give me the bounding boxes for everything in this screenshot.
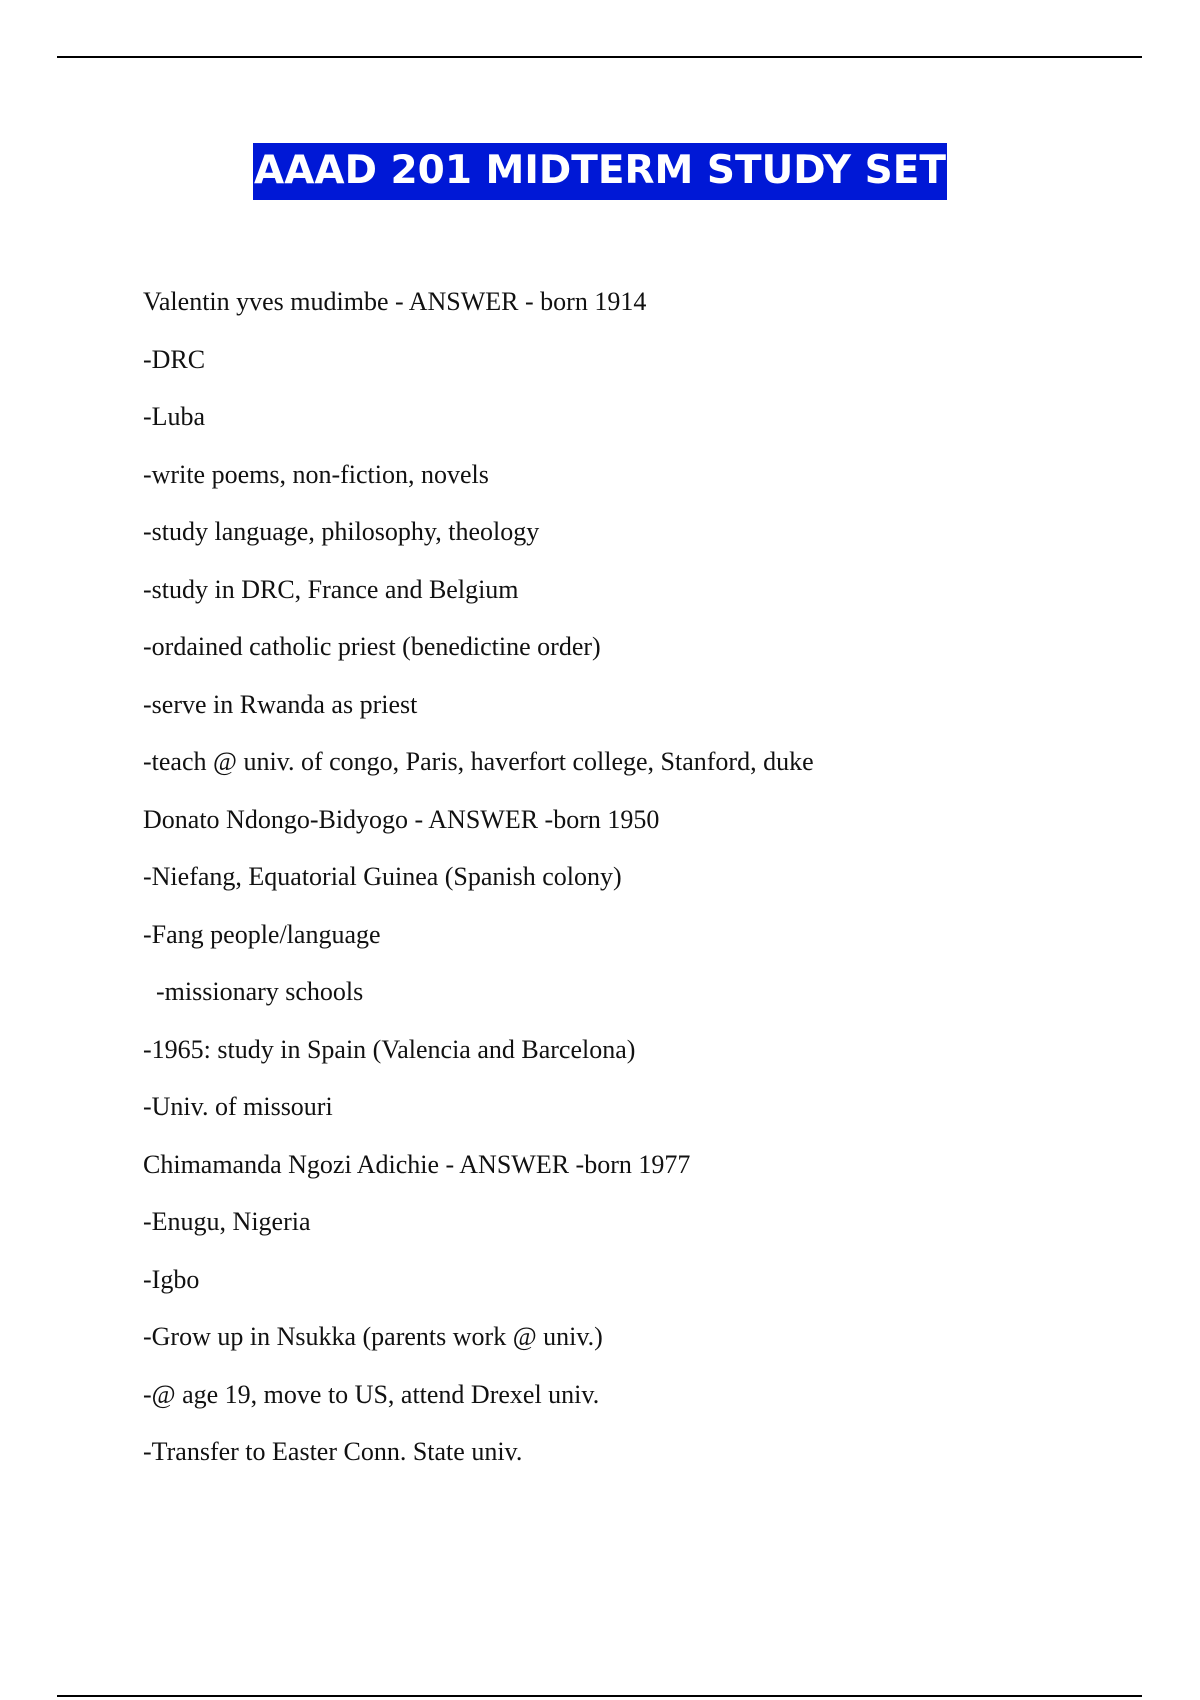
entry-detail-line: -missionary schools: [143, 977, 364, 1006]
entry-detail-line: -1965: study in Spain (Valencia and Barcelona): [143, 1034, 636, 1064]
entry-detail-line: -Fang people/language: [143, 919, 381, 949]
entry-detail-line: -ordained catholic priest (benedictine order): [143, 632, 601, 661]
entry-detail-line: -Niefang, Equatorial Guinea (Spanish colony): [143, 862, 622, 891]
entry-heading-line: Donato Ndongo-Bidyogo - ANSWER -born 1950: [143, 804, 660, 834]
entry-detail-line: -Enugu, Nigeria: [143, 1207, 311, 1236]
bottom-rule: [57, 1695, 1142, 1697]
entry-detail-line: -Transfer to Easter Conn. State univ.: [143, 1437, 523, 1466]
entry-detail-line: -@ age 19, move to US, attend Drexel univ.: [143, 1379, 600, 1409]
title-container: [0, 143, 1200, 200]
entry-detail-line: -study in DRC, France and Belgium: [143, 574, 519, 604]
entry-heading-line: Chimamanda Ngozi Adichie - ANSWER -born 1977: [143, 1149, 691, 1179]
entry-detail-line: -write poems, non-fiction, novels: [143, 459, 489, 489]
entry-detail-line: -serve in Rwanda as priest: [143, 689, 418, 719]
entry-heading-line: Valentin yves mudimbe - ANSWER - born 1914: [143, 287, 647, 316]
document-body: [143, 280, 1143, 1488]
entry-detail-line: -teach @ univ. of congo, Paris, haverfort college, Stanford, duke: [143, 747, 814, 776]
entry-detail-line: -Univ. of missouri: [143, 1092, 333, 1121]
entry-detail-line: -Grow up in Nsukka (parents work @ univ.): [143, 1322, 603, 1351]
top-rule: [57, 56, 1142, 58]
document-title: AAAD 201 MIDTERM STUDY SET: [253, 143, 947, 200]
entry-detail-line: -Luba: [143, 402, 206, 431]
entry-detail-line: -study language, philosophy, theology: [143, 517, 540, 546]
entry-detail-line: -DRC: [143, 344, 206, 374]
entry-detail-line: -Igbo: [143, 1264, 200, 1294]
